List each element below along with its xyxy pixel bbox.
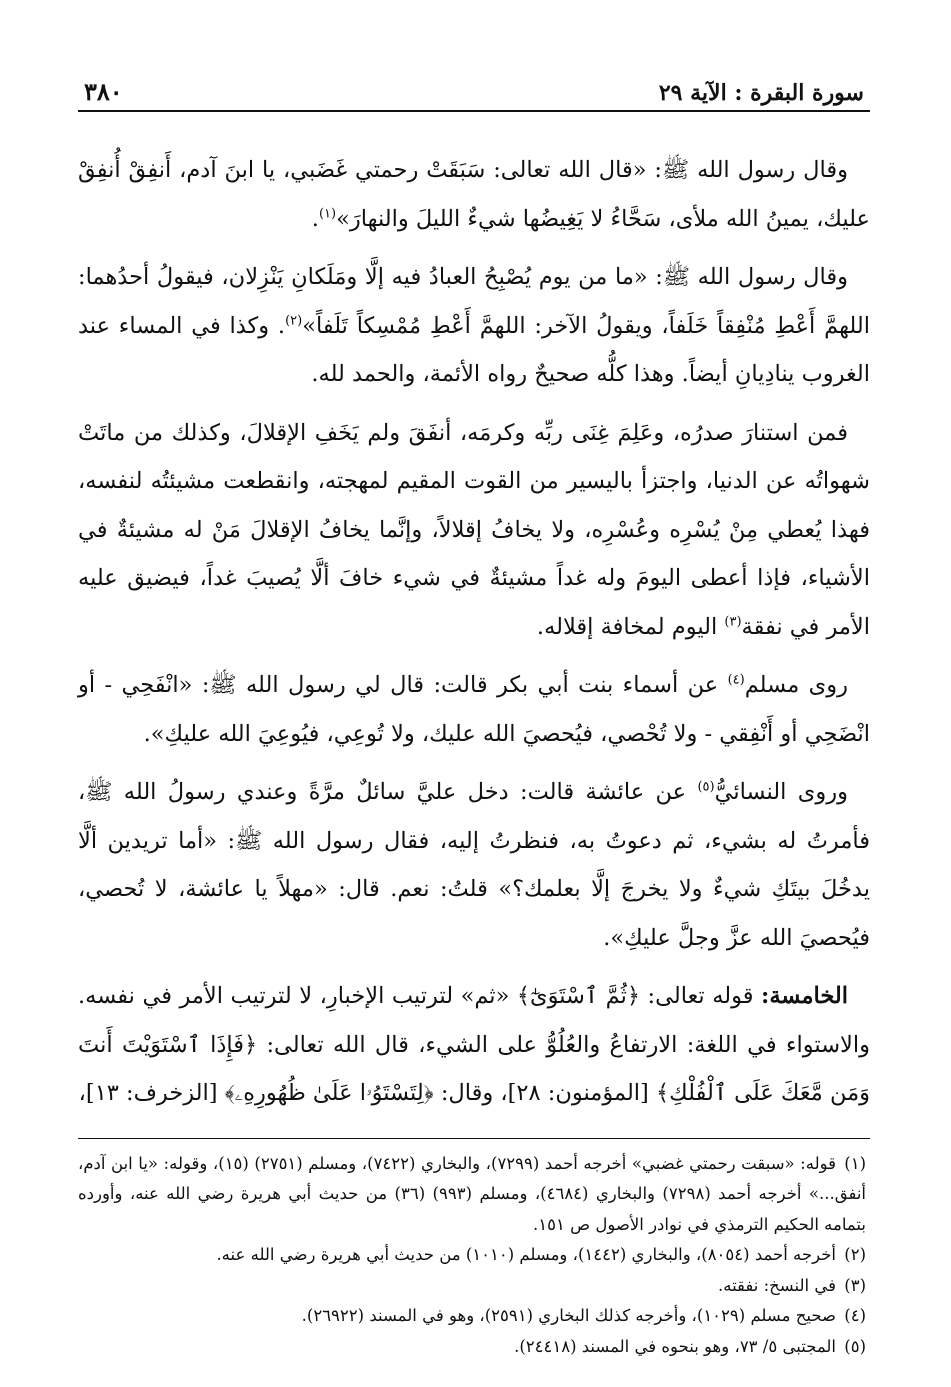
- paragraph-tail: عن أسماء بنت أبي بكر قالت: قال لي رسول الله ﷺ: «انْفَحِي - أو انْضَحِي أو أَنْفِقي - ولا تُحْصي، فيُحصيَ الله عليك، ولا تُوعِي، فيُوعِيَ الله عليكِ».: [78, 672, 870, 747]
- footnote-ref: (٢): [285, 313, 303, 328]
- paragraph-text: قوله تعالى: ﴿ثُمَّ ٱسْتَوَىٰٓ﴾ «ثم» لترتيب الإخبارِ، لا لترتيب الأمر في نفسه. والاستواء في اللغة: الارتفاعُ والعُلُوُّ على الشيء، قال الله تعالى: ﴿فَإِذَا ٱسْتَوَيْتَ أَنتَ وَمَن مَّعَكَ عَلَى ٱلْفُلْكِ﴾ [المؤمنون: ٢٨]، وقال: ﴿لِتَسْتَوُۥا عَلَىٰ ظُهُورِهِۦ﴾ [الزخرف: ١٣]،: [78, 983, 870, 1106]
- footnote-2: [78, 1240, 870, 1271]
- footnote-text: قوله: «سبقت رحمتي غضبي» أخرجه أحمد (٧٢٩٩)، والبخاري (٧٤٢٢)، ومسلم (٢٧٥١) (١٥)، وقوله: «يا ابن آدم، أنفق...» أخرجه أحمد (٧٢٩٨) والبخاري (٤٦٨٤)، ومسلم (٩٩٣) (٣٦) من حديث أبي هريرة رضي الله عنه، وأورده بتمامه الحكيم الترمذي في نوادر الأصول ص ١٥١.: [78, 1153, 867, 1234]
- footnote-ref: (٥): [697, 779, 715, 795]
- paragraph-tail: . وكذا في المساء عند الغروب ينادِيانِ أيضاً. وهذا كلُّه صحيحٌ رواه الأئمة، والحمد لله.: [78, 312, 870, 387]
- paragraph-text: روى مسلم: [744, 672, 848, 698]
- running-title: سورة البقرة : الآية ٢٩: [658, 80, 864, 106]
- paragraph-5: [78, 768, 870, 962]
- paragraph-tail: .: [311, 205, 319, 232]
- footnote-text: المجتبى ٥/ ٧٣، وهو بنحوه في المسند (٢٤٤١٨).: [514, 1336, 836, 1356]
- section-lead: الخامسة:: [761, 983, 848, 1009]
- footnote-number: (١): [844, 1153, 867, 1173]
- footnote-text: أخرجه أحمد (٨٠٥٤)، والبخاري (١٤٤٢)، ومسلم (١٠١٠) من حديث أبي هريرة رضي الله عنه.: [216, 1245, 836, 1264]
- footnote-divider: [78, 1138, 870, 1139]
- paragraph-4: [78, 661, 870, 758]
- footnotes: [78, 1149, 870, 1363]
- footnote-number: (٤): [844, 1306, 866, 1325]
- paragraph-1: [78, 146, 870, 243]
- book-page: [78, 77, 870, 1356]
- paragraph-3: [78, 409, 870, 652]
- page-number: ٣٨٠: [84, 77, 123, 106]
- footnote-3: [78, 1271, 870, 1302]
- main-text: [78, 146, 870, 1118]
- paragraph-text: وروى النسائيُّ: [714, 779, 848, 805]
- footnote-number: (٣): [844, 1275, 866, 1295]
- paragraph-tail: اليوم لمخافة إقلاله.: [536, 613, 725, 640]
- paragraph-tail: عن عائشة قالت: دخل عليَّ سائلٌ مرَّةً وعندي رسولُ الله ﷺ، فأمرتُ له بشيء، ثم دعوتُ به، فنظرتُ إليه، فقال رسول الله ﷺ: «أما تريدين ألَّا يدخُلَ بيتَكِ شيءٌ ولا يخرجَ إلَّا بعلمك؟» قلتُ: نعم. قال: «مهلاً يا عائشة، لا تُحصي، فيُحصيَ الله عزَّ وجلَّ عليكِ».: [78, 779, 870, 951]
- footnote-ref: (٤): [727, 672, 745, 688]
- footnote-5: [78, 1332, 870, 1363]
- paragraph-6: [78, 972, 870, 1118]
- footnote-ref: (٣): [724, 614, 742, 629]
- footnote-number: (٢): [844, 1245, 866, 1264]
- paragraph-text: وقال رسول الله ﷺ: «ما من يوم يُصْبِحُ العبادُ فيه إلَّا ومَلَكانِ يَنْزِلان، فيقولُ أحدُهما: اللهمَّ أَعْطِ مُنْفِقاً خَلَفاً، ويقولُ الآخر: اللهمَّ أَعْطِ مُمْسِكاً تَلَفاً»: [78, 264, 870, 339]
- page-header: [78, 78, 870, 112]
- footnote-text: في النسخ: نفقته.: [717, 1275, 836, 1295]
- footnote-text: صحيح مسلم (١٠٢٩)، وأخرجه كذلك البخاري (٢٥٩١)، وهو في المسند (٢٦٩٢٢).: [301, 1306, 836, 1325]
- footnote-number: (٥): [844, 1336, 866, 1356]
- paragraph-text: فمن استنارَ صدرُه، وعَلِمَ غِنَى ربِّه وكرمَه، أنفَقَ ولم يَخَفِ الإقلالَ، وكذلك من ماتَتْ شهواتُه عن الدنيا، واجتزأ باليسير من القوت المقيم لمهجته، وانقطعت مشيئتُه لنفسه، فهذا يُعطي مِنْ يُسْرِه وعُسْرِه، ولا يخافُ إقلالاً، وإنَّما يخافُ الإقلالَ مَنْ له مشيئةٌ في الأشياء، فإذا أعطى اليومَ وله غداً مشيئةٌ في شيء خافَ ألَّا يُصيبَ غداً، فيضيق عليه الأمر في نفقة: [78, 419, 870, 640]
- footnote-4: [78, 1301, 870, 1332]
- paragraph-2: [78, 253, 870, 399]
- paragraph-text: وقال رسول الله ﷺ: «قال الله تعالى: سَبَقَتْ رحمتي غَضَبي، يا ابنَ آدم، أَنفِقْ أُنفِقْ عليك، يمينُ الله ملأى، سَحَّاءُ لا يَغِيضُها شيءٌ الليلَ والنهارَ»: [78, 157, 870, 232]
- footnote-ref: (١): [318, 206, 337, 221]
- footnote-1: [78, 1149, 870, 1241]
